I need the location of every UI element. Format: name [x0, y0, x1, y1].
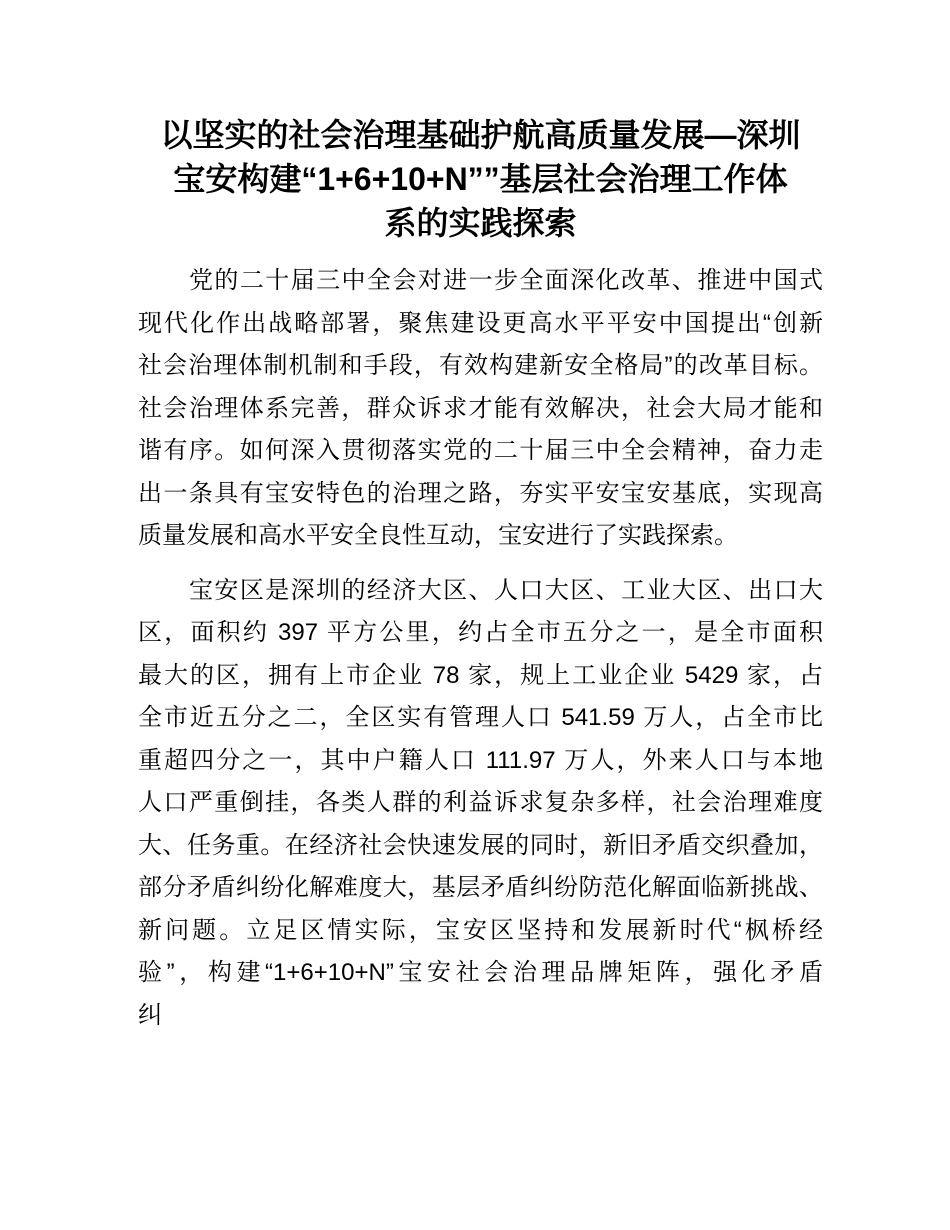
title-line: 宝安构建“1+6+10+N””基层社会治理工作体: [173, 161, 788, 197]
text-line: 现代化作出战略部署，聚焦建设更高水平平安中国提出“创新: [138, 309, 823, 337]
text-line: 新问题。立足区情实际，宝安区坚持和发展新时代“枫桥经: [138, 916, 823, 944]
paragraph-1: [138, 260, 823, 558]
text-line: 重超四分之一，其中户籍人口 111.97 万人，外来人口与本地: [138, 746, 823, 774]
text-line: 社会治理体系完善，群众诉求才能有效解决，社会大局才能和: [138, 394, 823, 422]
text-line: 部分矛盾纠纷化解难度大，基层矛盾纠纷防范化解面临新挑战、: [138, 874, 823, 901]
document-title: [138, 113, 823, 245]
text-line: 出一条具有宝安特色的治理之路，夯实平安宝安基底，实现高: [138, 479, 823, 507]
text-line: 社会治理体制机制和手段，有效构建新安全格局”的改革目标。: [138, 352, 823, 379]
text-line: 宝安区是深圳的经济大区、人口大区、工业大区、出口大: [189, 576, 823, 604]
title-line: 系的实践探索: [384, 205, 577, 241]
text-line: 党的二十届三中全会对进一步全面深化改革、推进中国式: [189, 267, 823, 294]
text-line: 最大的区，拥有上市企业 78 家，规上工业企业 5429 家，占: [138, 661, 823, 689]
text-line: 全市近五分之二，全区实有管理人口 541.59 万人，占全市比: [138, 704, 823, 731]
paragraph-2: [138, 570, 823, 1038]
text-line: 区，面积约 397 平方公里，约占全市五分之一，是全市面积: [138, 619, 823, 646]
text-line: 大、任务重。在经济社会快速发展的同时，新旧矛盾交织叠加，: [138, 831, 823, 859]
text-line: 质量发展和高水平安全良性互动，宝安进行了实践探索。: [138, 522, 738, 549]
text-line: 纠: [138, 1001, 162, 1029]
text-line: 人口严重倒挂，各类人群的利益诉求复杂多样，社会治理难度: [138, 789, 823, 816]
text-line: 谐有序。如何深入贯彻落实党的二十届三中全会精神，奋力走: [138, 437, 823, 464]
title-line: 以坚实的社会治理基础护航高质量发展—深圳: [160, 117, 801, 153]
text-line: 验”，构建“1+6+10+N”宝安社会治理品牌矩阵，强化矛盾: [138, 959, 823, 986]
